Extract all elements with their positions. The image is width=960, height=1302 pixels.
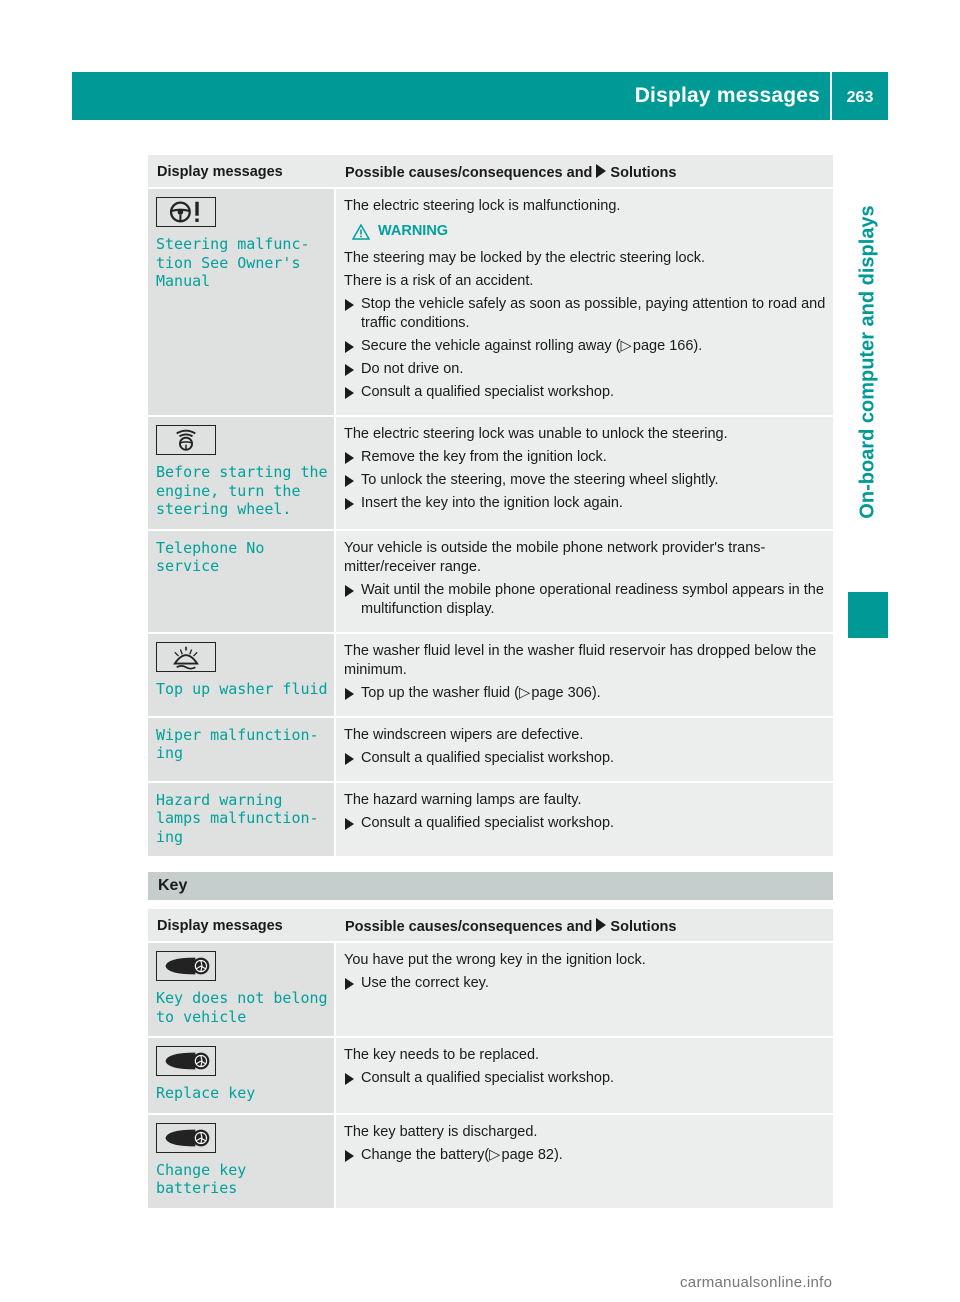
arrow-icon <box>596 164 606 178</box>
display-message-text: Key does not belong to vehicle <box>156 989 328 1026</box>
steering-warning-icon <box>156 197 216 227</box>
header-title: Display messages <box>634 84 820 107</box>
warning-label: WARNING <box>378 223 449 239</box>
col-display-messages: Display messages <box>148 155 336 189</box>
warning-heading <box>344 222 827 241</box>
message-cell <box>148 189 336 417</box>
solution-step-text: Top up the washer fluid ( <box>361 684 519 701</box>
causes-cell <box>336 943 833 1038</box>
message-cell <box>148 1038 336 1115</box>
message-cell <box>148 943 336 1038</box>
display-message-text: Telephone No service <box>156 538 274 575</box>
risk-text: There is a risk of an accident. <box>344 273 534 289</box>
solution-step: Do not drive on. <box>344 360 827 379</box>
solution-step: To unlock the steering, move the steering wheel slightly. <box>344 471 827 490</box>
consequence-text: The steering may be locked by the electric steering lock. <box>344 250 706 266</box>
table-row <box>148 943 833 1038</box>
causes-cell <box>336 783 833 859</box>
page-number: 263 <box>846 89 874 106</box>
page-ref-arrow-icon: ▷ <box>489 1146 501 1163</box>
causes-cell <box>336 189 833 417</box>
causes-cell <box>336 417 833 531</box>
washer-fluid-icon <box>156 642 216 672</box>
table-row <box>148 1038 833 1115</box>
page-ref-link[interactable]: page 82). <box>501 1146 563 1163</box>
arrow-icon <box>596 918 606 932</box>
message-cell <box>148 783 336 859</box>
cause-text: The electric steering lock was unable to unlock the steering. <box>344 426 728 442</box>
solution-step: Use the correct key. <box>344 974 827 993</box>
causes-cell <box>336 1115 833 1210</box>
table-row <box>148 417 833 531</box>
table-row <box>148 718 833 783</box>
col-causes-solutions <box>336 155 833 189</box>
display-message-text: Top up washer fluid <box>156 679 328 698</box>
causes-cell <box>336 1038 833 1115</box>
solution-step-text: Secure the vehicle against rolling away ( <box>361 338 621 354</box>
causes-cell <box>336 718 833 783</box>
steering-lock-icon <box>156 425 216 455</box>
cause-text: The key battery is discharged. <box>344 1123 538 1140</box>
solution-step: Consult a qualified specialist workshop. <box>344 814 827 833</box>
cause-text: The electric steering lock is malfunctioning. <box>344 198 621 214</box>
cause-text: The hazard warning lamps are faulty. <box>344 791 582 808</box>
message-cell <box>148 417 336 531</box>
display-message-text: Hazard warning lamps malfunction- ing <box>156 790 319 846</box>
chapter-tab <box>848 140 888 584</box>
cause-text: The key needs to be replaced. <box>344 1047 540 1063</box>
page-header <box>72 72 888 120</box>
display-message-text: Change key batteries <box>156 1160 256 1197</box>
col-causes-solutions <box>336 909 833 943</box>
solution-step: Remove the key from the ignition lock. <box>344 448 827 467</box>
watermark: carmanualsonline.info <box>680 1274 833 1291</box>
causes-cell <box>336 634 833 718</box>
key-icon <box>156 951 216 981</box>
solution-step <box>344 1146 827 1165</box>
solution-step-text: Change the battery( <box>361 1146 490 1163</box>
col-solutions-label: Solutions <box>610 164 677 181</box>
message-cell <box>148 1115 336 1210</box>
key-icon <box>156 1046 216 1076</box>
solution-step: Stop the vehicle safely as soon as possible, paying attention to road and traffic conditions. <box>344 295 827 333</box>
message-cell <box>148 718 336 783</box>
display-message-text: Replace key <box>156 1084 256 1102</box>
chapter-marker <box>848 592 888 638</box>
col-causes-label: Possible causes/consequences and <box>345 164 593 181</box>
cause-text: Your vehicle is outside the mobile phone network provider's trans-mitter/receiver range. <box>344 539 766 575</box>
table-row <box>148 783 833 859</box>
message-cell <box>148 634 336 718</box>
page-ref-arrow-icon: ▷ <box>518 684 531 701</box>
chapter-label: On-board computer and displays <box>856 205 879 519</box>
table-row <box>148 634 833 718</box>
col-causes-label: Possible causes/consequences and <box>345 918 593 935</box>
key-messages-table <box>148 909 833 1210</box>
table-row <box>148 189 833 417</box>
col-solutions-label: Solutions <box>610 918 677 935</box>
table-header-row <box>148 909 833 943</box>
solution-step: Wait until the mobile phone operational readiness symbol appears in the multifunction display. <box>344 581 827 619</box>
cause-text: The washer fluid level in the washer fluid reservoir has dropped below the minimum. <box>344 642 817 678</box>
display-message-text: Before starting the engine, turn the steering wheel. <box>156 463 328 518</box>
message-cell <box>148 531 336 634</box>
causes-cell <box>336 531 833 634</box>
section-heading-key: Key <box>148 872 833 900</box>
solution-step: Consult a qualified specialist workshop. <box>344 383 827 402</box>
table-row <box>148 1115 833 1210</box>
solution-step <box>344 684 827 703</box>
solution-step: Consult a qualified specialist workshop. <box>344 749 827 768</box>
page-ref-arrow-icon: ▷ <box>620 338 632 354</box>
display-messages-table <box>148 155 833 858</box>
table-header-row <box>148 155 833 189</box>
col-display-messages: Display messages <box>148 909 336 943</box>
table-row <box>148 531 833 634</box>
key-icon <box>156 1123 216 1153</box>
cause-text: The windscreen wipers are defective. <box>344 726 584 743</box>
solution-step: Insert the key into the ignition lock again. <box>344 494 827 513</box>
page-ref-link[interactable]: page 306). <box>531 684 601 701</box>
display-message-text: Wiper malfunction- ing <box>156 725 319 762</box>
page-ref-link[interactable]: page 166). <box>632 338 703 354</box>
solution-step: Consult a qualified specialist workshop. <box>344 1069 827 1088</box>
cause-text: You have put the wrong key in the ignition lock. <box>344 952 646 968</box>
solution-step <box>344 337 827 356</box>
warning-triangle-icon <box>352 224 370 240</box>
display-message-text: Steering malfunc- tion See Owner's Manual <box>156 235 310 290</box>
